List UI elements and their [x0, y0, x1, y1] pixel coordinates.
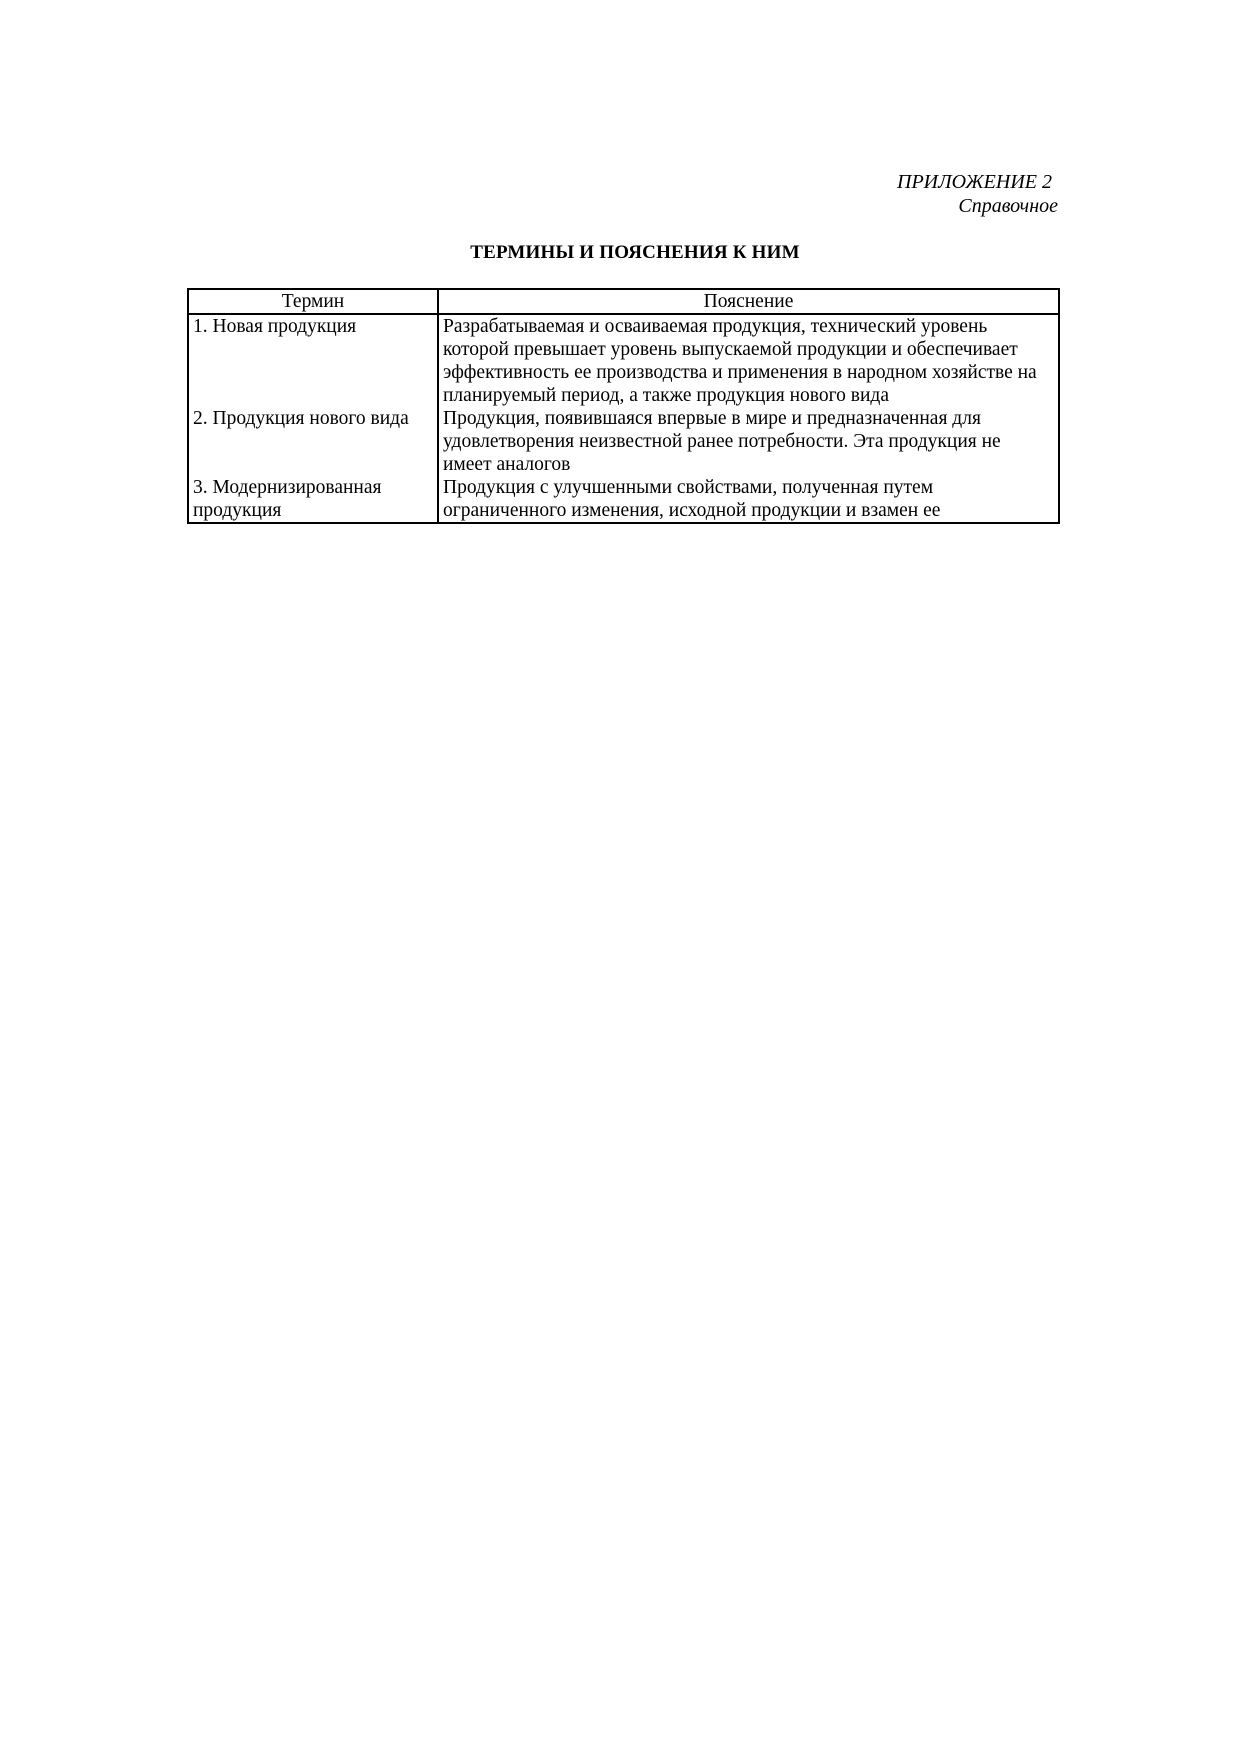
appendix-header: [897, 170, 1058, 218]
document-title: ТЕРМИНЫ И ПОЯСНЕНИЯ К НИМ: [470, 242, 800, 263]
term-cell: 2. Продукция нового вида: [188, 407, 438, 476]
table-row: [188, 407, 1059, 476]
explanation-cell: Продукция, появившаяся впервые в мире и предназначенная для удовлетворения неизвестной ранее потребности. Эта продукция не имеет аналогов: [438, 407, 1059, 476]
header-term: Термин: [188, 289, 438, 314]
explanation-cell: Продукция с улучшенными свойствами, полученная путем ограниченного изменения, исходной продукции и взамен ее: [438, 476, 1059, 523]
table-row: [188, 314, 1059, 407]
appendix-label: ПРИЛОЖЕНИЕ 2: [897, 171, 1052, 193]
table-header-row: [188, 289, 1059, 314]
explanation-cell: Разрабатываемая и осваиваемая продукция, технический уровень которой превышает уровень выпускаемой продукции и обеспечивает эффективность ее производства и применения в народном хозяйстве на планируемый период, а также продукция нового вида: [438, 314, 1059, 407]
terms-table: [187, 288, 1060, 524]
term-cell: 3. Модернизированная продукция: [188, 476, 438, 523]
table-row: [188, 476, 1059, 523]
header-explanation: Пояснение: [438, 289, 1059, 314]
term-cell: 1. Новая продукция: [188, 314, 438, 407]
appendix-sublabel: Справочное: [958, 195, 1058, 217]
